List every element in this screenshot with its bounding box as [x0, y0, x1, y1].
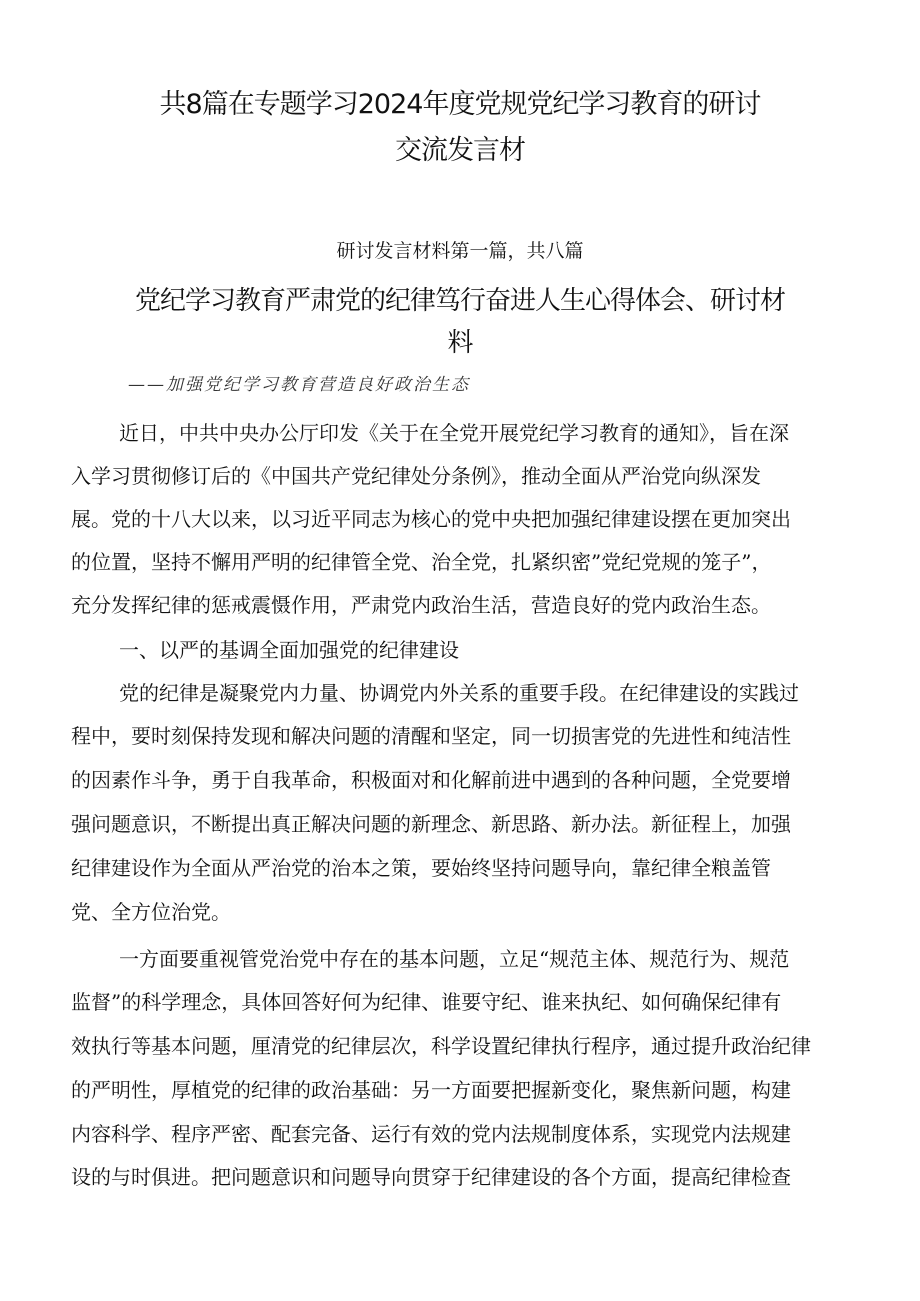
- body-line: 纪律建设作为全面从严治党的治本之策，要始终坚持问题导向，靠纪律全粮盖管: [71, 856, 771, 880]
- body-line: 设的与时俱进。把问题意识和问题导向贯穿于纪律建设的各个方面，提高纪律检查: [71, 1165, 791, 1189]
- body-line: 监督”的科学理念，具体回答好何为纪律、谁要守纪、谁来执纪、如何确保纪律有: [71, 990, 782, 1014]
- section-label: 研讨发言材料第一篇，共八篇: [336, 240, 584, 262]
- body-line: 程中，要时刻保持发现和解决问题的清醒和坚定，同一切损害党的先进性和纯洁性: [71, 724, 791, 748]
- body-line: 充分发挥纪律的惩戒震慑作用，严肃党内政治生活，营造良好的党内政治生态。: [71, 593, 771, 617]
- document-title-line-2: 交流发言材: [395, 135, 525, 166]
- body-line: 的因素作斗争，勇于自我革命，积极面对和化解前进中遇到的各种问题，全党要增: [71, 768, 791, 792]
- body-line: 入学习贯彻修订后的《中国共产党纪律处分条例》，推动全面从严治党向纵深发: [71, 464, 761, 488]
- body-line: 的位置，坚持不懈用严明的纪律管全党、治全党，扎紧织密”党纪党规的笼子”，: [71, 550, 772, 574]
- section-heading: 一、以严的基调全面加强党的纪律建设: [119, 638, 459, 662]
- body-line: 一方面要重视管党治党中存在的基本问题，立足“规范主体、规范行为、规范: [119, 947, 790, 971]
- document-title-line-1: 共8篇在专题学习2024年度党规党纪学习教育的研讨: [159, 89, 761, 120]
- body-line: 近日，中共中央办公厅印发《关于在全党开展党纪学习教育的通知》，旨在深: [119, 421, 789, 445]
- article-title-line-2: 料: [447, 328, 473, 358]
- article-subtitle: ——加强党纪学习教育营造良好政治生态: [128, 375, 470, 395]
- body-line: 效执行等基本问题，厘清党的纪律层次，科学设置纪律执行程序，通过提升政治纪律: [71, 1034, 811, 1058]
- body-line: 党、全方位治党。: [71, 900, 231, 924]
- article-title-line-1: 党纪学习教育严肃党的纪律笃行奋进人生心得体会、研讨材: [134, 286, 785, 316]
- body-line: 内容科学、程序严密、配套完备、运行有效的党内法规制度体系，实现党内法规建: [71, 1122, 791, 1146]
- body-line: 展。党的十八大以来，以习近平同志为核心的党中央把加强纪律建设摆在更加突出: [71, 507, 791, 531]
- body-line: 的严明性，厚植党的纪律的政治基础：另一方面要把握新变化，聚焦新问题，构建: [71, 1078, 791, 1102]
- body-line: 强问题意识，不断提出真正解决问题的新理念、新思路、新办法。新征程上，加强: [71, 812, 791, 836]
- body-line: 党的纪律是凝聚党内力量、协调党内外关系的重要手段。在纪律建设的实践过: [119, 681, 799, 705]
